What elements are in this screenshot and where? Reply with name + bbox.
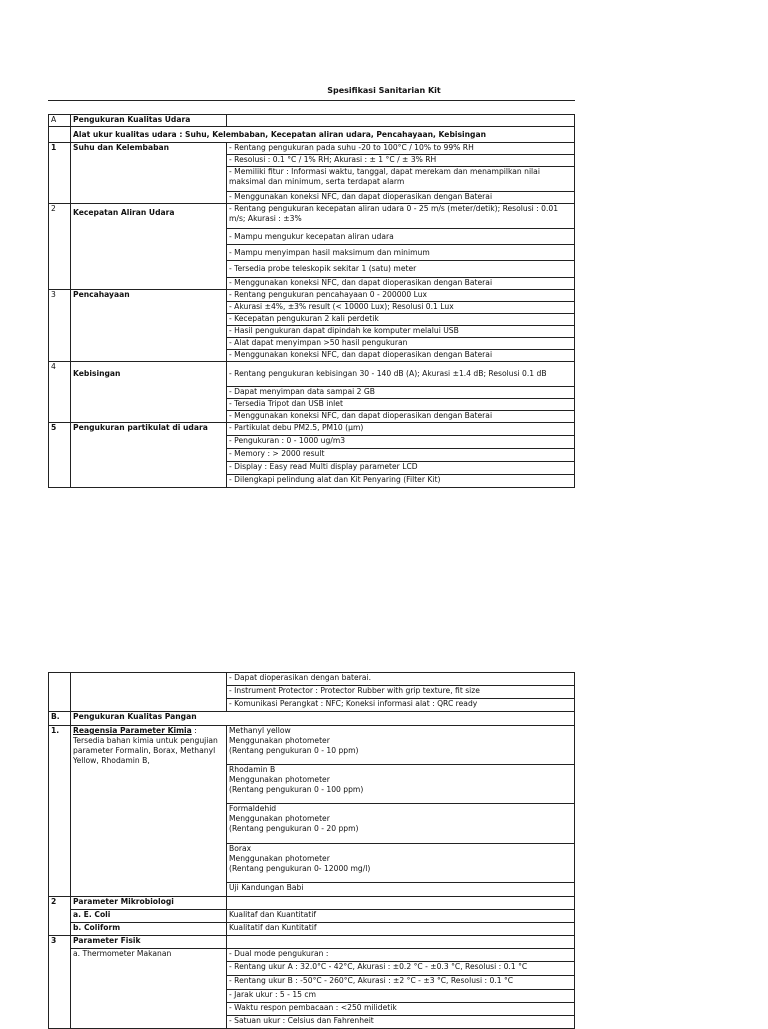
- spec-line: - Kecepatan pengukuran 2 kali perdetik: [227, 314, 575, 326]
- spec-line: - Rentang pengukuran pada suhu -20 to 100°C / 10% to 99% RH: [227, 143, 575, 155]
- spec-line: - Rentang ukur A : 32.0°C - 42°C, Akurasi : ±0.2 °C - ±0.3 °C, Resolusi : 0.1 °C: [227, 962, 575, 976]
- sub-item-name: b. Coliform: [71, 923, 227, 936]
- spec-line: - Rentang pengukuran kecepatan aliran udara 0 - 25 m/s (meter/detik); Resolusi : 0.01 m/s; Akurasi : ±3%: [227, 204, 575, 229]
- spec-line: - Instrument Protector : Protector Rubber with grip texture, fit size: [227, 686, 575, 699]
- item-name: Kecepatan Aliran Udara: [71, 204, 227, 290]
- header-rule: [48, 100, 575, 101]
- item-desc: Tersedia bahan kimia untuk pengujian parameter Formalin, Borax, Methanyl Yellow, Rhodamin B,: [73, 735, 218, 765]
- spec-line: - Partikulat debu PM2.5, PM10 (µm): [227, 423, 575, 436]
- section-title: Pengukuran Kualitas Udara: [71, 115, 227, 127]
- item-description: [71, 726, 227, 897]
- spec-line: - Hasil pengukuran dapat dipindah ke komputer melalui USB: [227, 326, 575, 338]
- blank-cell: [49, 673, 71, 712]
- item-number: 1.: [49, 726, 71, 897]
- section-number: B.: [49, 712, 71, 726]
- sub-item-name: a. Thermometer Makanan: [71, 949, 227, 1029]
- document-title: Spesifikasi Sanitarian Kit: [327, 86, 441, 95]
- spec-line: Methanyl yellow Menggunakan photometer (Rentang pengukuran 0 - 10 ppm): [227, 726, 575, 765]
- item-name: Pengukuran partikulat di udara: [71, 423, 227, 488]
- blank-cell: [49, 127, 71, 143]
- spec-line: Formaldehid Menggunakan photometer (Rentang pengukuran 0 - 20 ppm): [227, 804, 575, 844]
- spec-line: - Pengukuran : 0 - 1000 ug/m3: [227, 436, 575, 449]
- item-number: 2: [49, 204, 71, 290]
- blank-cell: [227, 897, 575, 910]
- section-number: A: [49, 115, 71, 127]
- item-number: 4: [49, 362, 71, 423]
- spec-line: Borax Menggunakan photometer (Rentang pengukuran 0- 12000 mg/l): [227, 844, 575, 883]
- item-name: Kebisingan: [71, 362, 227, 423]
- spec-line: - Rentang ukur B : -50°C - 260°C, Akurasi : ±2 °C - ±3 °C, Resolusi : 0.1 °C: [227, 976, 575, 990]
- spec-line: - Tersedia Tripot dan USB inlet: [227, 399, 575, 411]
- spec-line: - Waktu respon pembacaan : <250 milidetik: [227, 1003, 575, 1016]
- spec-line: - Menggunakan koneksi NFC, dan dapat dioperasikan dengan Baterai: [227, 192, 575, 204]
- item-name: Suhu dan Kelembaban: [71, 143, 227, 204]
- spec-line: - Rentang pengukuran pencahayaan 0 - 200000 Lux: [227, 290, 575, 302]
- blank-cell: [227, 936, 575, 949]
- blank-cell: [71, 673, 227, 712]
- spec-line: - Dapat dioperasikan dengan baterai.: [227, 673, 575, 686]
- section-title: Pengukuran Kualitas Pangan: [71, 712, 575, 726]
- spec-line: - Mampu menyimpan hasil maksimum dan minimum: [227, 245, 575, 261]
- spec-line: - Memiliki fitur : Informasi waktu, tanggal, dapat merekam dan menampilkan nilai maksimal dan minimum, serta terdapat alarm: [227, 167, 575, 192]
- item-number: 1: [49, 143, 71, 204]
- spec-line: - Memory : > 2000 result: [227, 449, 575, 462]
- item-name: Pencahayaan: [71, 290, 227, 362]
- spec-line: Kualitaf dan Kuantitatif: [227, 910, 575, 923]
- spec-line: - Komunikasi Perangkat : NFC; Koneksi informasi alat : QRC ready: [227, 699, 575, 712]
- spec-line: - Menggunakan koneksi NFC, dan dapat dioperasikan dengan Baterai: [227, 278, 575, 290]
- spec-line: - Mampu mengukur kecepatan aliran udara: [227, 229, 575, 245]
- item-name: Parameter Mikrobiologi: [71, 897, 227, 910]
- spec-line: - Dilengkapi pelindung alat dan Kit Penyaring (Filter Kit): [227, 475, 575, 488]
- spec-line: Rhodamin B Menggunakan photometer (Rentang pengukuran 0 - 100 ppm): [227, 765, 575, 804]
- spec-line: - Akurasi ±4%, ±3% result (< 10000 Lux); Resolusi 0.1 Lux: [227, 302, 575, 314]
- spec-line: Uji Kandungan Babi: [227, 883, 575, 897]
- spec-line: - Dual mode pengukuran :: [227, 949, 575, 962]
- spec-line: Kualitatif dan Kuntitatif: [227, 923, 575, 936]
- spec-line: - Jarak ukur : 5 - 15 cm: [227, 990, 575, 1003]
- item-name-suffix: :: [191, 726, 197, 735]
- spec-line: - Dapat menyimpan data sampai 2 GB: [227, 387, 575, 399]
- item-number: 3: [49, 290, 71, 362]
- spec-line: - Rentang pengukuran kebisingan 30 - 140 dB (A); Akurasi ±1.4 dB; Resolusi 0.1 dB: [227, 362, 575, 387]
- spec-line: - Resolusi : 0.1 °C / 1% RH; Akurasi : ± 1 °C / ± 3% RH: [227, 155, 575, 167]
- spec-line: - Alat dapat menyimpan >50 hasil pengukuran: [227, 338, 575, 350]
- spec-line: - Menggunakan koneksi NFC, dan dapat dioperasikan dengan Baterai: [227, 350, 575, 362]
- spec-line: - Satuan ukur : Celsius dan Fahrenheit: [227, 1016, 575, 1029]
- spec-line: - Menggunakan koneksi NFC, dan dapat dioperasikan dengan Baterai: [227, 411, 575, 423]
- section-title-spec-cell: [227, 115, 575, 127]
- item-number: 2: [49, 897, 71, 936]
- spec-line: - Tersedia probe teleskopik sekitar 1 (satu) meter: [227, 261, 575, 278]
- item-name: Parameter Fisik: [71, 936, 227, 949]
- spec-table-food: [48, 672, 575, 1029]
- item-number: 5: [49, 423, 71, 488]
- item-name: Reagensia Parameter Kimia: [73, 726, 192, 735]
- section-subtitle: Alat ukur kualitas udara : Suhu, Kelembaban, Kecepatan aliran udara, Pencahayaan, Kebisingan: [71, 127, 575, 143]
- sub-item-name: a. E. Coli: [71, 910, 227, 923]
- item-number: 3: [49, 936, 71, 1029]
- spec-line: - Display : Easy read Multi display parameter LCD: [227, 462, 575, 475]
- spec-table-air: [48, 114, 575, 488]
